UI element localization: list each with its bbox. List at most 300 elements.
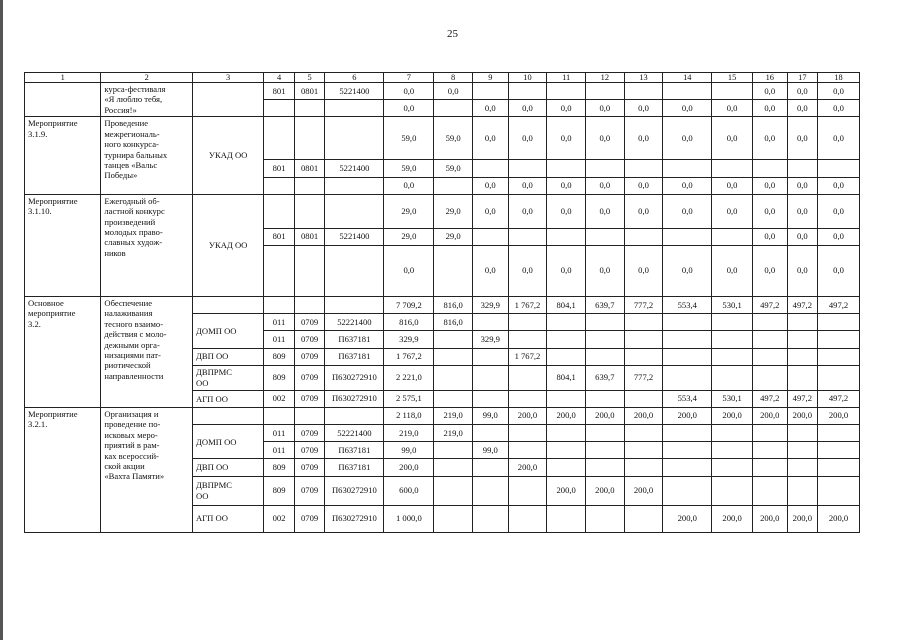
executor: ДОМП ОО <box>193 314 264 348</box>
scan-edge <box>0 0 3 640</box>
cell-year <box>585 390 624 407</box>
cell-year <box>624 390 663 407</box>
cell-section: 0709 <box>294 314 325 331</box>
cell-year: 816,0 <box>434 296 473 313</box>
cell-year: 0,0 <box>818 117 860 160</box>
cell-year <box>752 314 787 331</box>
activity-id: Основное мероприятие 3.2. <box>25 296 101 407</box>
cell-year: 219,0 <box>434 425 473 442</box>
header-cell: 4 <box>264 73 295 83</box>
cell-year: 0,0 <box>624 245 663 296</box>
cell-year: 0,0 <box>624 177 663 194</box>
cell-grbs: 809 <box>264 459 295 476</box>
cell-year: 59,0 <box>434 117 473 160</box>
table-row <box>25 407 860 424</box>
cell-total: 29,0 <box>384 194 434 228</box>
cell-year: 0,0 <box>712 117 753 160</box>
cell-year <box>434 100 473 117</box>
cell-year: 0,0 <box>585 194 624 228</box>
cell-year <box>472 160 508 177</box>
cell-grbs: 011 <box>264 331 295 348</box>
cell-year: 639,7 <box>585 365 624 390</box>
cell-total: 1 000,0 <box>384 505 434 532</box>
cell-section: 0801 <box>294 160 325 177</box>
cell-target: П637181 <box>325 442 384 459</box>
activity-name: Ежегодный об- ластной конкурс произведений молодых право- славных худож- ников <box>101 194 193 296</box>
cell-grbs <box>264 177 295 194</box>
cell-year: 804,1 <box>547 296 586 313</box>
cell-year: 497,2 <box>752 390 787 407</box>
cell-year: 200,0 <box>547 407 586 424</box>
cell-grbs: 011 <box>264 425 295 442</box>
cell-year <box>787 442 818 459</box>
cell-year: 1 767,2 <box>508 296 547 313</box>
cell-year: 0,0 <box>752 194 787 228</box>
cell-year <box>547 390 586 407</box>
header-cell: 7 <box>384 73 434 83</box>
header-cell: 17 <box>787 73 818 83</box>
cell-year <box>472 425 508 442</box>
cell-total: 0,0 <box>384 100 434 117</box>
cell-year: 0,0 <box>752 117 787 160</box>
cell-year: 816,0 <box>434 314 473 331</box>
cell-target: П637181 <box>325 459 384 476</box>
cell-year <box>547 331 586 348</box>
cell-year: 0,0 <box>752 228 787 245</box>
cell-year: 200,0 <box>663 407 712 424</box>
cell-year <box>547 505 586 532</box>
executor: ДВПРМС ОО <box>193 365 264 390</box>
cell-year <box>663 160 712 177</box>
cell-year <box>787 160 818 177</box>
cell-year: 497,2 <box>818 296 860 313</box>
cell-year <box>547 348 586 365</box>
cell-year: 200,0 <box>508 407 547 424</box>
cell-year <box>547 442 586 459</box>
cell-target <box>325 194 384 228</box>
cell-year: 200,0 <box>624 476 663 505</box>
cell-year <box>472 390 508 407</box>
activity-id: Мероприятие 3.1.9. <box>25 117 101 194</box>
executor: ДВП ОО <box>193 459 264 476</box>
cell-year: 0,0 <box>712 100 753 117</box>
cell-target: 5221400 <box>325 83 384 100</box>
cell-year <box>472 228 508 245</box>
cell-section <box>294 245 325 296</box>
header-cell: 8 <box>434 73 473 83</box>
cell-year: 0,0 <box>712 245 753 296</box>
cell-year <box>585 505 624 532</box>
header-cell: 14 <box>663 73 712 83</box>
cell-year: 99,0 <box>472 442 508 459</box>
cell-section: 0709 <box>294 425 325 442</box>
executor: ДВП ОО <box>193 348 264 365</box>
cell-grbs: 801 <box>264 160 295 177</box>
cell-year: 553,4 <box>663 296 712 313</box>
cell-year: 0,0 <box>787 117 818 160</box>
cell-year: 200,0 <box>663 505 712 532</box>
cell-year <box>818 331 860 348</box>
header-cell: 2 <box>101 73 193 83</box>
cell-year <box>752 476 787 505</box>
cell-total: 0,0 <box>384 245 434 296</box>
cell-year <box>663 314 712 331</box>
header-cell: 9 <box>472 73 508 83</box>
cell-total: 219,0 <box>384 425 434 442</box>
cell-grbs: 809 <box>264 476 295 505</box>
cell-section <box>294 407 325 424</box>
cell-year: 0,0 <box>663 117 712 160</box>
cell-year <box>624 83 663 100</box>
cell-year <box>663 83 712 100</box>
cell-section: 0709 <box>294 390 325 407</box>
cell-year <box>712 459 753 476</box>
cell-year <box>585 442 624 459</box>
executor: УКАД ОО <box>193 194 264 296</box>
cell-section: 0709 <box>294 476 325 505</box>
cell-year: 0,0 <box>547 100 586 117</box>
cell-year <box>787 314 818 331</box>
cell-year <box>663 348 712 365</box>
cell-year <box>624 348 663 365</box>
cell-year <box>472 365 508 390</box>
cell-target <box>325 177 384 194</box>
cell-section <box>294 100 325 117</box>
cell-year: 0,0 <box>787 194 818 228</box>
cell-year: 0,0 <box>787 245 818 296</box>
cell-year: 59,0 <box>434 160 473 177</box>
header-cell: 16 <box>752 73 787 83</box>
cell-year <box>585 160 624 177</box>
cell-year: 0,0 <box>585 177 624 194</box>
cell-year: 639,7 <box>585 296 624 313</box>
cell-year <box>585 425 624 442</box>
cell-target: 52221400 <box>325 314 384 331</box>
cell-year <box>508 476 547 505</box>
cell-section <box>294 117 325 160</box>
cell-year <box>624 160 663 177</box>
cell-year <box>712 348 753 365</box>
cell-year: 0,0 <box>472 117 508 160</box>
cell-year: 0,0 <box>712 194 753 228</box>
cell-year <box>624 505 663 532</box>
cell-year: 219,0 <box>434 407 473 424</box>
cell-year <box>624 425 663 442</box>
cell-year: 0,0 <box>508 100 547 117</box>
cell-grbs <box>264 245 295 296</box>
cell-year <box>712 476 753 505</box>
cell-section: 0709 <box>294 348 325 365</box>
cell-year <box>508 228 547 245</box>
cell-year <box>547 425 586 442</box>
cell-year: 0,0 <box>547 177 586 194</box>
cell-year: 200,0 <box>508 459 547 476</box>
cell-grbs <box>264 407 295 424</box>
cell-year <box>663 459 712 476</box>
cell-year: 0,0 <box>752 245 787 296</box>
cell-year: 99,0 <box>472 407 508 424</box>
cell-year <box>712 331 753 348</box>
cell-target <box>325 100 384 117</box>
cell-year <box>712 160 753 177</box>
cell-year <box>547 228 586 245</box>
cell-target <box>325 407 384 424</box>
executor: АГП ОО <box>193 505 264 532</box>
cell-year: 200,0 <box>818 407 860 424</box>
cell-year <box>624 314 663 331</box>
cell-year: 200,0 <box>787 407 818 424</box>
cell-total: 59,0 <box>384 160 434 177</box>
cell-year: 497,2 <box>787 296 818 313</box>
cell-grbs <box>264 194 295 228</box>
cell-target <box>325 117 384 160</box>
cell-year <box>818 314 860 331</box>
cell-year: 200,0 <box>752 407 787 424</box>
cell-year <box>434 331 473 348</box>
cell-year <box>818 442 860 459</box>
cell-section: 0709 <box>294 505 325 532</box>
cell-year: 0,0 <box>472 194 508 228</box>
cell-year <box>752 348 787 365</box>
cell-year: 553,4 <box>663 390 712 407</box>
cell-year: 329,9 <box>472 331 508 348</box>
cell-year <box>818 425 860 442</box>
cell-year: 0,0 <box>818 245 860 296</box>
cell-target: П637181 <box>325 331 384 348</box>
cell-grbs <box>264 296 295 313</box>
cell-target: 5221400 <box>325 228 384 245</box>
header-cell: 18 <box>818 73 860 83</box>
cell-year: 0,0 <box>787 83 818 100</box>
cell-total: 0,0 <box>384 83 434 100</box>
cell-total: 600,0 <box>384 476 434 505</box>
cell-total: 2 221,0 <box>384 365 434 390</box>
cell-year <box>818 160 860 177</box>
cell-year <box>434 348 473 365</box>
cell-target: П630272910 <box>325 476 384 505</box>
cell-year <box>663 425 712 442</box>
header-cell: 5 <box>294 73 325 83</box>
cell-year <box>818 459 860 476</box>
cell-target: П630272910 <box>325 390 384 407</box>
cell-year <box>818 348 860 365</box>
cell-year <box>434 459 473 476</box>
cell-year <box>787 348 818 365</box>
cell-year <box>624 459 663 476</box>
cell-year <box>663 331 712 348</box>
executor: ДВПРМС ОО <box>193 476 264 505</box>
cell-year: 200,0 <box>752 505 787 532</box>
cell-year: 777,2 <box>624 365 663 390</box>
cell-grbs: 002 <box>264 505 295 532</box>
cell-section: 0801 <box>294 83 325 100</box>
cell-year: 0,0 <box>585 117 624 160</box>
cell-total: 2 118,0 <box>384 407 434 424</box>
cell-year <box>472 505 508 532</box>
cell-year <box>472 476 508 505</box>
cell-year <box>434 505 473 532</box>
executor: ДОМП ОО <box>193 425 264 459</box>
cell-year <box>547 83 586 100</box>
table-row <box>25 194 860 228</box>
cell-year: 0,0 <box>787 100 818 117</box>
cell-section: 0709 <box>294 442 325 459</box>
activity-id-cell <box>25 83 101 117</box>
cell-year: 0,0 <box>818 228 860 245</box>
cell-year <box>712 83 753 100</box>
table-row <box>25 296 860 313</box>
cell-year <box>752 425 787 442</box>
cell-year: 200,0 <box>547 476 586 505</box>
cell-target: П630272910 <box>325 365 384 390</box>
cell-year: 0,0 <box>818 194 860 228</box>
header-cell: 1 <box>25 73 101 83</box>
cell-section: 0801 <box>294 228 325 245</box>
header-cell: 10 <box>508 73 547 83</box>
cell-year <box>508 83 547 100</box>
cell-year: 29,0 <box>434 194 473 228</box>
cell-year: 0,0 <box>752 177 787 194</box>
cell-year <box>547 459 586 476</box>
cell-year <box>547 160 586 177</box>
header-cell: 12 <box>585 73 624 83</box>
cell-target <box>325 296 384 313</box>
cell-year: 0,0 <box>818 177 860 194</box>
header-cell: 3 <box>193 73 264 83</box>
cell-year <box>585 348 624 365</box>
cell-year <box>787 425 818 442</box>
cell-year: 29,0 <box>434 228 473 245</box>
cell-year: 0,0 <box>818 100 860 117</box>
cell-target: 5221400 <box>325 160 384 177</box>
cell-year: 0,0 <box>624 194 663 228</box>
executor-cell <box>193 296 264 313</box>
cell-year <box>508 331 547 348</box>
cell-year: 200,0 <box>818 505 860 532</box>
cell-year <box>472 83 508 100</box>
cell-total: 2 575,1 <box>384 390 434 407</box>
cell-total: 7 709,2 <box>384 296 434 313</box>
cell-total: 29,0 <box>384 228 434 245</box>
activity-name: Проведение межрегиональ- ного конкурса- турнира бальных танцев «Вальс Победы» <box>101 117 193 194</box>
cell-year: 0,0 <box>472 177 508 194</box>
budget-table <box>24 72 860 533</box>
executor-cell <box>193 83 264 117</box>
activity-name: курса-фестиваля «Я люблю тебя, Россия!» <box>101 83 193 117</box>
cell-grbs: 011 <box>264 314 295 331</box>
cell-year <box>434 177 473 194</box>
cell-section <box>294 194 325 228</box>
cell-target: П637181 <box>325 348 384 365</box>
cell-year: 530,1 <box>712 390 753 407</box>
executor-cell <box>193 407 264 424</box>
cell-year: 777,2 <box>624 296 663 313</box>
cell-year <box>712 365 753 390</box>
cell-year: 0,0 <box>624 117 663 160</box>
cell-year <box>712 228 753 245</box>
cell-total: 99,0 <box>384 442 434 459</box>
executor: АГП ОО <box>193 390 264 407</box>
cell-year <box>787 365 818 390</box>
cell-year <box>624 442 663 459</box>
cell-total: 0,0 <box>384 177 434 194</box>
cell-year: 0,0 <box>508 245 547 296</box>
cell-year: 0,0 <box>663 194 712 228</box>
cell-year <box>752 442 787 459</box>
cell-year: 0,0 <box>508 177 547 194</box>
cell-year: 0,0 <box>585 245 624 296</box>
cell-year <box>663 476 712 505</box>
cell-year <box>624 331 663 348</box>
cell-total: 200,0 <box>384 459 434 476</box>
cell-year: 0,0 <box>472 245 508 296</box>
executor: УКАД ОО <box>193 117 264 194</box>
cell-year <box>752 459 787 476</box>
cell-year: 0,0 <box>787 228 818 245</box>
cell-year: 0,0 <box>472 100 508 117</box>
cell-year <box>787 459 818 476</box>
cell-year: 0,0 <box>547 245 586 296</box>
cell-total: 816,0 <box>384 314 434 331</box>
cell-year: 804,1 <box>547 365 586 390</box>
cell-year <box>712 425 753 442</box>
cell-year: 0,0 <box>508 194 547 228</box>
header-cell: 13 <box>624 73 663 83</box>
cell-year <box>434 245 473 296</box>
cell-year: 0,0 <box>547 117 586 160</box>
cell-year: 0,0 <box>712 177 753 194</box>
cell-grbs: 801 <box>264 83 295 100</box>
cell-year: 0,0 <box>508 117 547 160</box>
cell-target <box>325 245 384 296</box>
header-cell: 15 <box>712 73 753 83</box>
cell-year: 0,0 <box>752 100 787 117</box>
cell-section <box>294 177 325 194</box>
cell-year <box>508 442 547 459</box>
cell-grbs: 002 <box>264 390 295 407</box>
cell-year <box>752 365 787 390</box>
cell-year <box>818 365 860 390</box>
cell-year: 200,0 <box>585 476 624 505</box>
activity-name: Обеспечение налаживания тесного взаимо- действия с моло- дежными орга- низациями пат- риотической направленности <box>101 296 193 407</box>
cell-year: 200,0 <box>585 407 624 424</box>
cell-grbs: 809 <box>264 365 295 390</box>
cell-year <box>508 314 547 331</box>
cell-year <box>508 365 547 390</box>
cell-year <box>434 442 473 459</box>
cell-year <box>472 348 508 365</box>
cell-year <box>472 459 508 476</box>
cell-year <box>585 459 624 476</box>
cell-year <box>663 228 712 245</box>
cell-year <box>712 314 753 331</box>
cell-year <box>508 425 547 442</box>
cell-section: 0709 <box>294 331 325 348</box>
cell-year: 0,0 <box>434 83 473 100</box>
cell-grbs <box>264 100 295 117</box>
cell-year: 497,2 <box>818 390 860 407</box>
header-row <box>25 73 860 83</box>
cell-year: 0,0 <box>547 194 586 228</box>
cell-section <box>294 296 325 313</box>
cell-year <box>508 505 547 532</box>
cell-year: 0,0 <box>752 83 787 100</box>
cell-year <box>508 390 547 407</box>
cell-year: 200,0 <box>712 505 753 532</box>
cell-year <box>434 390 473 407</box>
cell-year: 0,0 <box>663 245 712 296</box>
table-row <box>25 117 860 160</box>
